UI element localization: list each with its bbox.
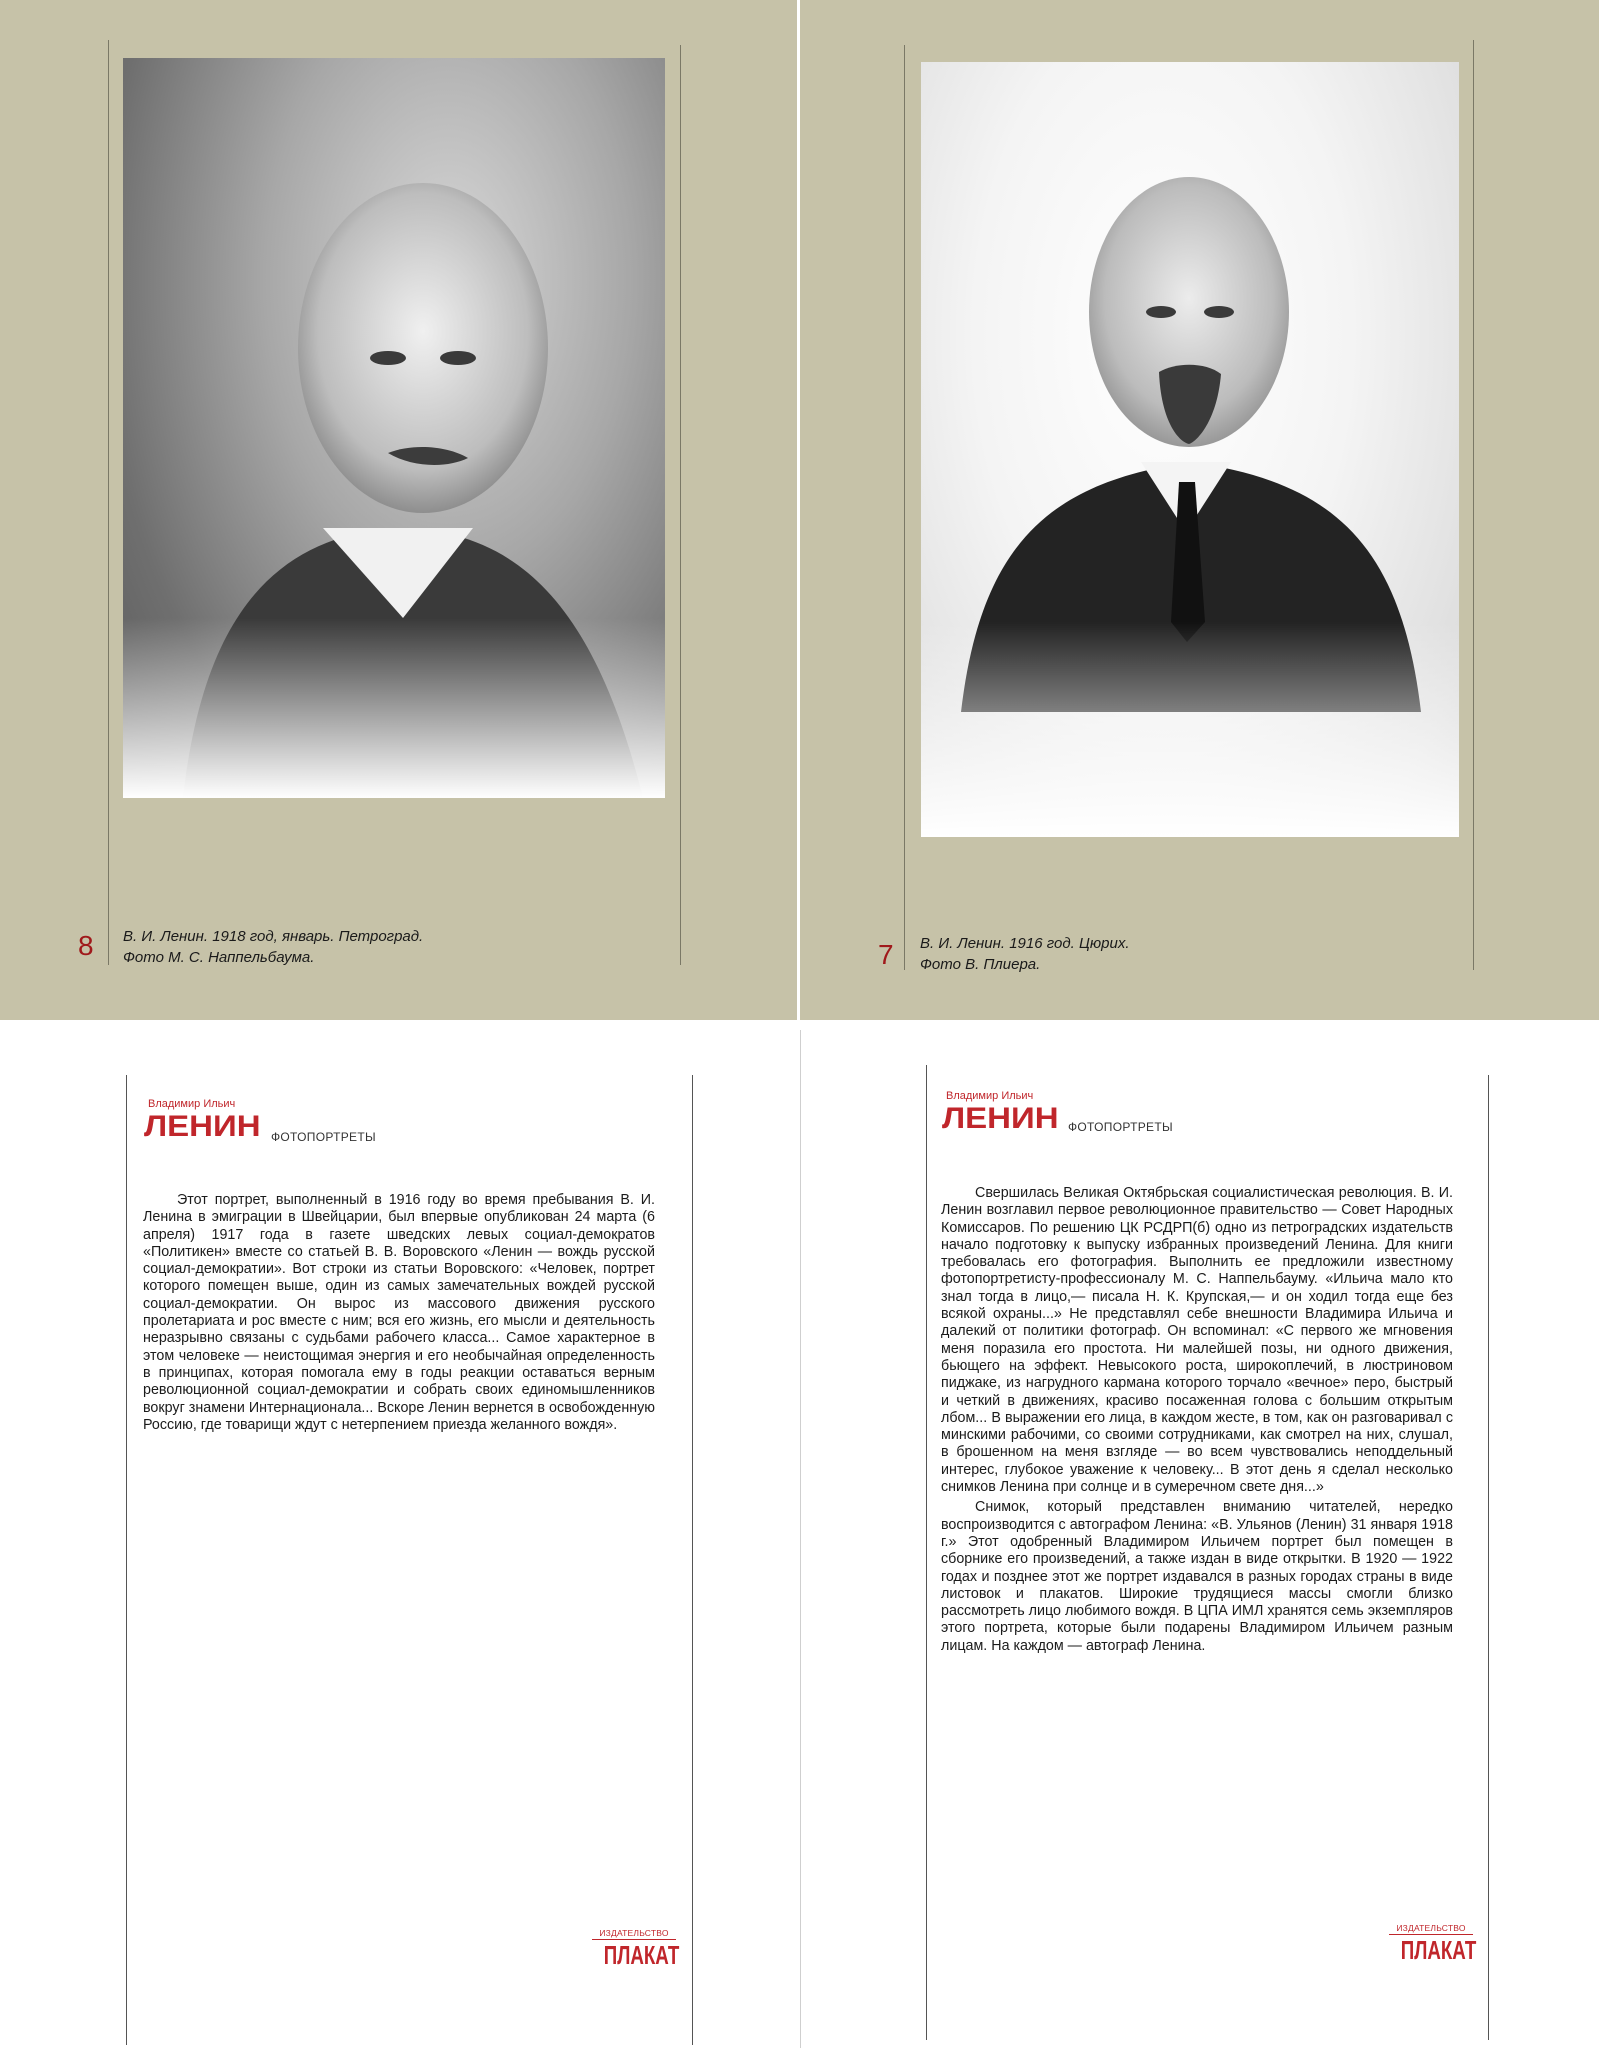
- caption-line: В. И. Ленин. 1918 год, январь. Петроград.: [123, 928, 424, 945]
- card-margin-line: [108, 40, 109, 965]
- card-margin-line: [692, 1075, 693, 2045]
- series-title: ЛЕНИН: [144, 1109, 261, 1143]
- postcard-8-front: [0, 0, 797, 1020]
- series-author-name: Владимир Ильич: [148, 1098, 236, 1110]
- card-margin-line: [904, 45, 905, 970]
- publisher-name: ПЛАКАТ: [1400, 1935, 1477, 1965]
- card-margin-line: [126, 1075, 127, 2045]
- caption-line: В. И. Ленин. 1916 год. Цюрих.: [920, 935, 1130, 952]
- series-subtitle: ФОТОПОРТРЕТЫ: [1068, 1120, 1173, 1134]
- card-margin-line: [1473, 40, 1474, 970]
- series-author-name: Владимир Ильич: [946, 1090, 1034, 1102]
- caption-line: Фото М. С. Наппельбаума.: [123, 949, 315, 966]
- publisher-label: ИЗДАТЕЛЬСТВО: [592, 1928, 676, 1940]
- publisher-logo: [1389, 1923, 1477, 1965]
- paragraph: Свершилась Великая Октябрьская социалистическая революция. В. И. Ленин возглавил первое революционное правительство — Совет Народных Комиссаров. По решению ЦК РСДРП(б) одно из петроградских издательств начало подготовку к выпуску избранных произведений Ленина. Для книги требовалась его фотография. Выполнить ее предложили известному фотопортретисту-профессионалу М. С. Наппельбауму. «Ильича мало кто знал тогда в лицо,— писала Н. К. Крупская,— и он ходил тогда еще без всякой охраны...» Не представлял себе внешности Владимира Ильича и далекий от политики фотограф. Он вспоминал: «С первого же мгновения меня поразила его простота. Ни малейшей позы, ни одного движения, бьющего на эффект. Невысокого роста, широкоплечий, в люстриновом пиджаке, из нагрудного кармана которого торчало «вечное» перо, быстрый и четкий в движениях, красиво посаженная голова с большим открытым лбом... В выражении его лица, в каждом жесте, в том, как он разговаривал с минскими рабочими, со своими сотрудниками, как смотрел на них, слушал, в брошенном на меня взгляде — во всем чувствовались неподдельный интерес, глубокое уважение к человеку... В этот день я сделал несколько снимков Ленина при солнце и в сумеречном свете дня...»: [941, 1185, 1453, 1496]
- postcard-back-right: [800, 1030, 1599, 2048]
- card-number: 8: [78, 930, 94, 961]
- photo-caption: [123, 926, 423, 968]
- lenin-portrait-1918-photo: [123, 58, 665, 798]
- card-margin-line: [680, 45, 681, 965]
- caption-line: Фото В. Плиера.: [920, 956, 1041, 973]
- lenin-portrait-1916-photo: [921, 62, 1459, 837]
- paragraph: Снимок, который представлен вниманию читателей, нередко воспроизводится с автографом Ленина: «В. Ульянов (Ленин) 31 января 1918 г.» Этот одобренный Владимиром Ильичем портрет был помещен в сборнике его произведений, а также издан в виде открытки. В 1920 — 1922 годах и позднее этот же портрет издавался в разных городах страны в виде листовок и плакатов. Широкие трудящиеся массы смогли близко рассмотреть лицо любимого вождя. В ЦПА ИМЛ хранятся семь экземпляров этого портрета, которые были подарены Владимиром Ильичем разным лицам. На каждом — автограф Ленина.: [941, 1499, 1453, 1654]
- paragraph: Этот портрет, выполненный в 1916 году во время пребывания В. И. Ленина в эмиграции в Швейцарии, был впервые опубликован 24 марта (6 апреля) 1917 года в газете шведских левых социал-демократов «Политикен» вместе со статьей В. В. Воровского «Ленин — вождь русской социал-демократии». Вот строки из статьи Воровского: «Человек, портрет которого помещен выше, один из самых замечательных вождей русской социал-демократии. Он вырос из массового движения русского пролетариата и рос вместе с ним; вся его жизнь, его мысли и деятельность неразрывно связаны с судьбами рабочего класса... Самое характерное в этом человеке — неистощимая энергия и его необычайная определенность в принципах, которая помогала ему в годы реакции оставаться верным революционной социал-демократии и собрать своих единомышленников вокруг знамени Интернационала... Вскоре Ленин вернется в освобожденную Россию, где товарищи ждут с нетерпением приезда желанного вождя».: [143, 1192, 655, 1433]
- series-subtitle: ФОТОПОРТРЕТЫ: [271, 1130, 376, 1144]
- card-margin-line: [926, 1065, 927, 2040]
- publisher-logo: [592, 1928, 680, 1970]
- postcard-7-front: [800, 0, 1599, 1020]
- series-title: ЛЕНИН: [942, 1101, 1059, 1135]
- card-margin-line: [1488, 1075, 1489, 2040]
- publisher-name: ПЛАКАТ: [603, 1940, 680, 1970]
- publisher-label: ИЗДАТЕЛЬСТВО: [1389, 1923, 1473, 1935]
- description-text: [941, 1185, 1453, 1658]
- card-number: 7: [878, 939, 894, 970]
- photo-caption: [920, 933, 1130, 975]
- postcard-back-left: [0, 1030, 797, 2048]
- description-text: [143, 1192, 655, 1437]
